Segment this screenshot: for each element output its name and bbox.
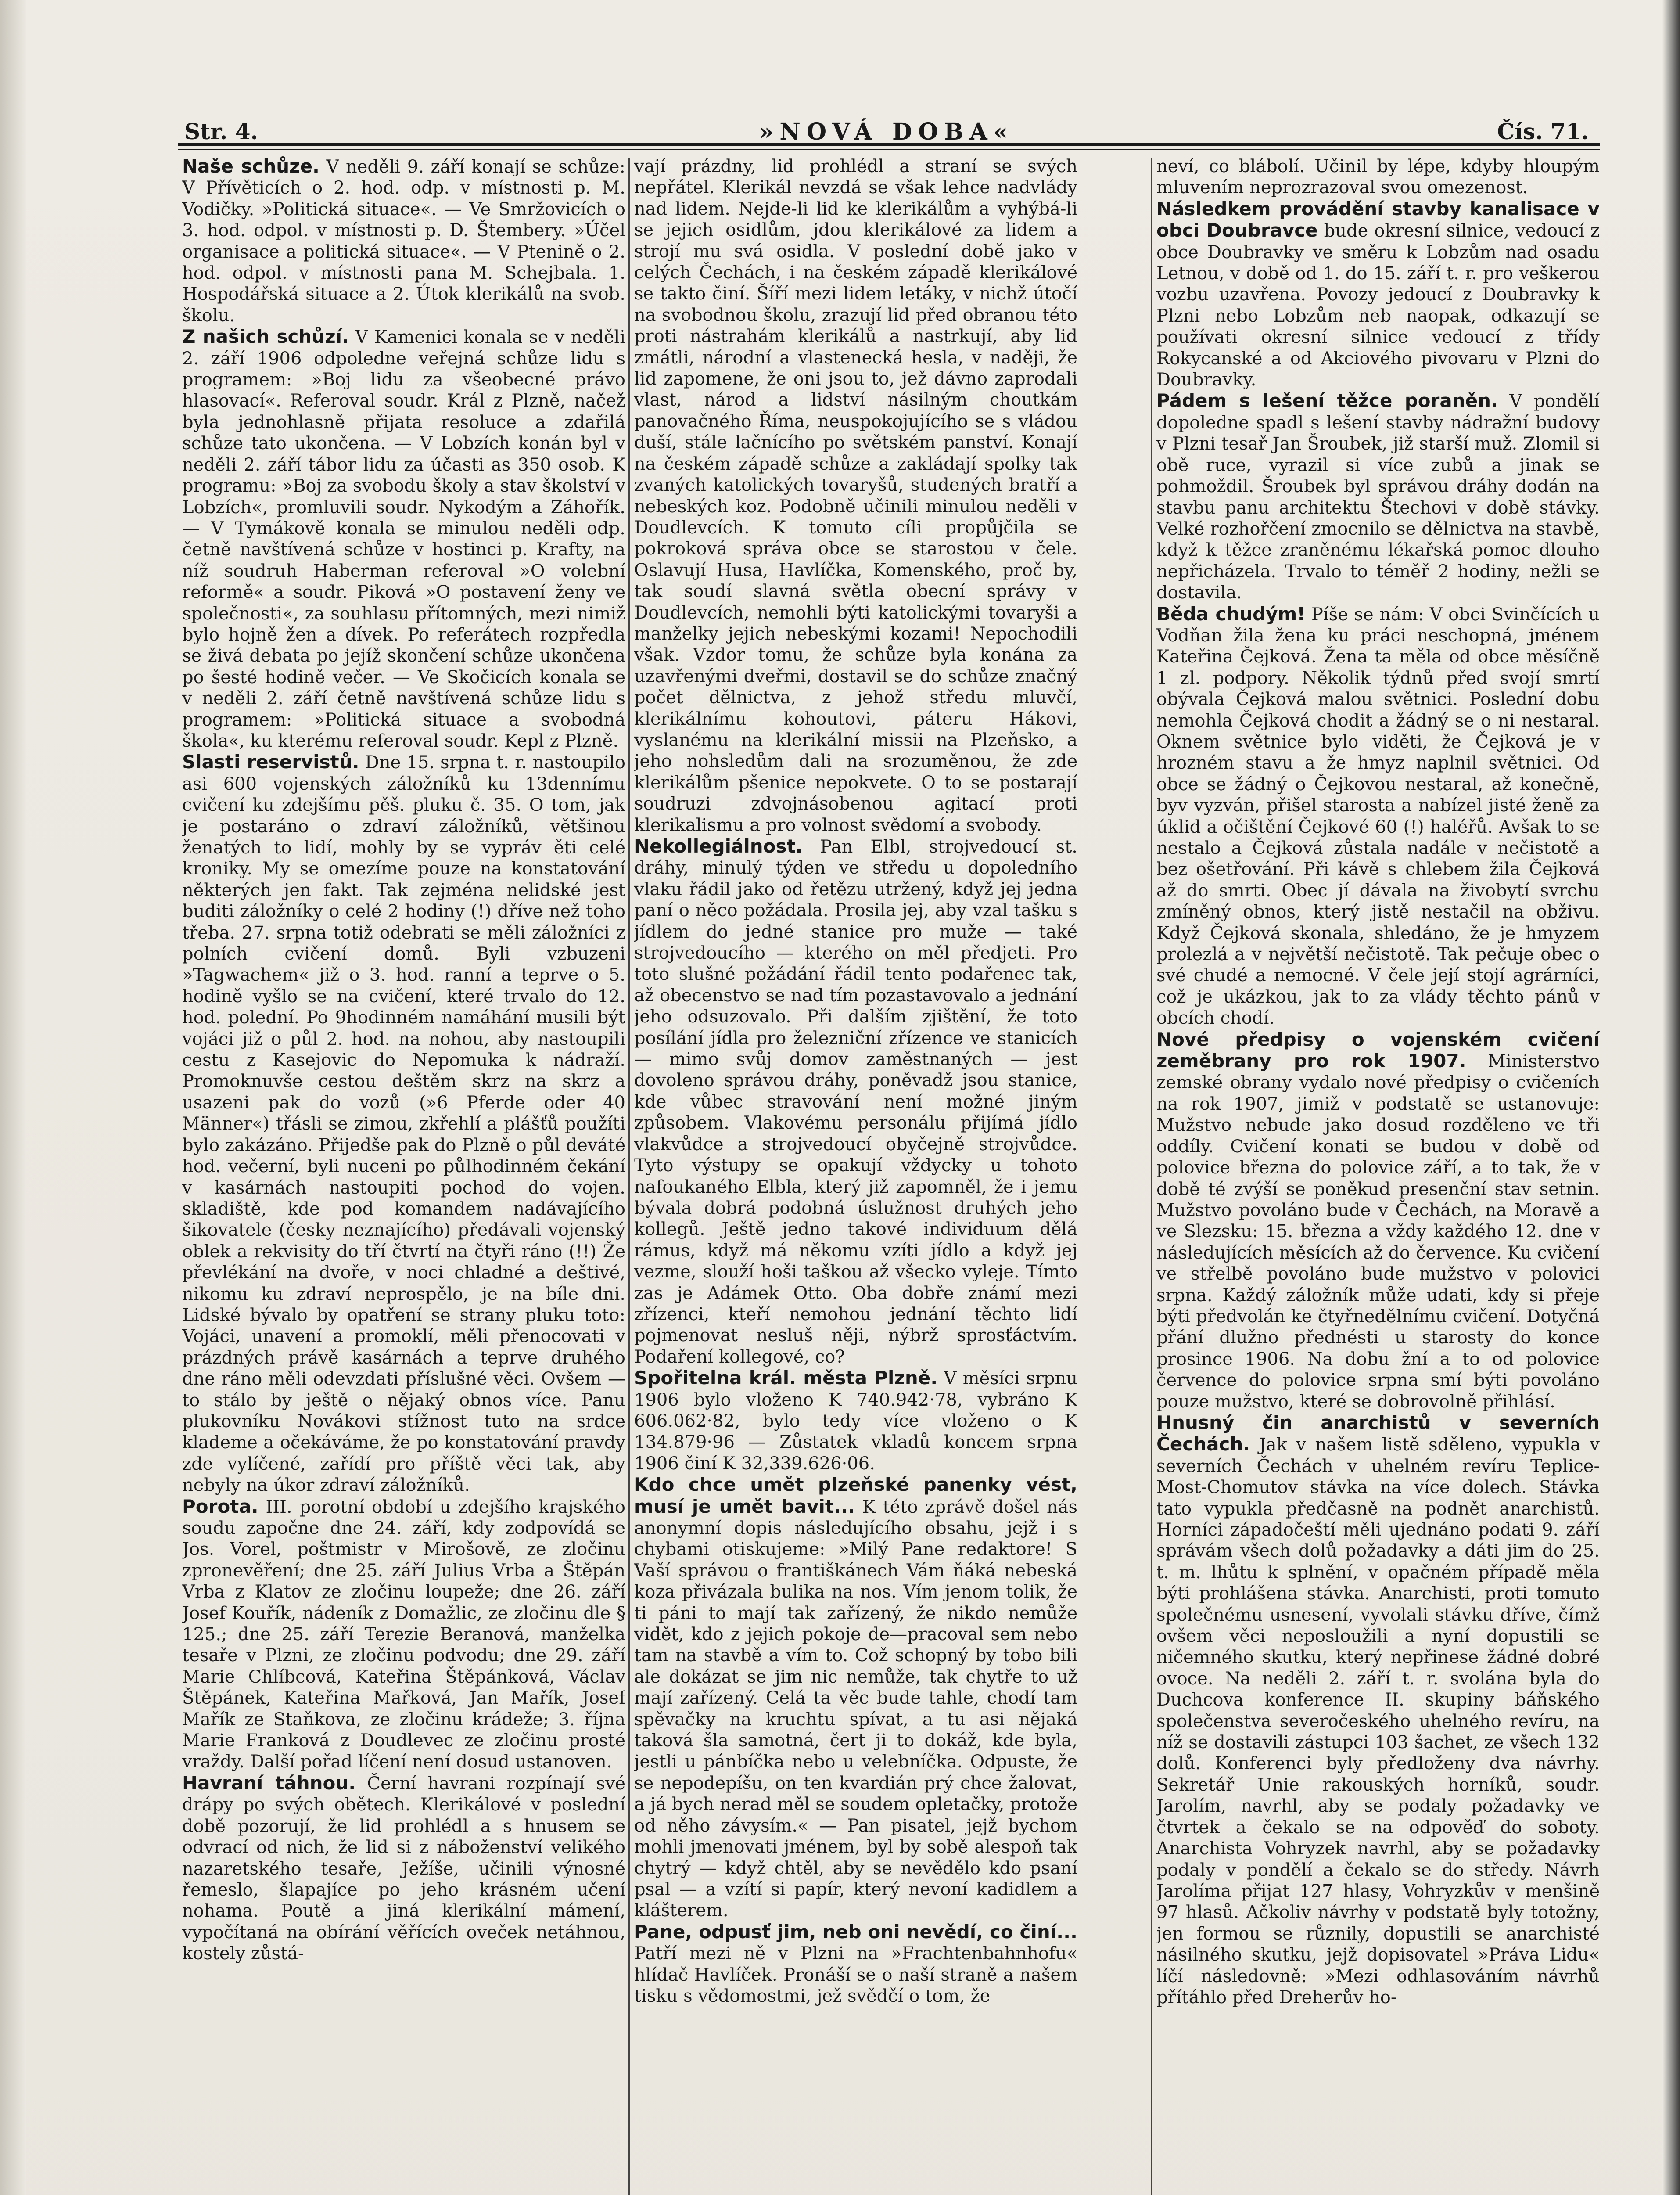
article-paragraph bbox=[1156, 1412, 1600, 2008]
masthead-title: »NOVÁ DOBA« bbox=[759, 119, 1014, 145]
article-body: neví, co blábolí. Učinil by lépe, kdyby hloupým mluvením neprozrazoval svou omezenost. bbox=[1156, 156, 1600, 198]
article-body: Pan Elbl, strojvedoucí st. dráhy, minulý týden ve středu u dopoledního vlaku řádil jako od řetězu utržený, když jej jedna paní o něco požádala. Prosila jej, aby vzal tašku s jídlem do jedné stanice pro muže — také strojvedoucího — kterého on měl předjeti. Pro toto slušné požádání řádil tento podařenec tak, až obecenstvo se nad tím pozastavovalo a jednání jeho odsuzovalo. Při dalším zjištění, že toto posílání jídla pro železniční zřízence ve stanicích — mimo svůj domov zaměstnaných — jest dovoleno správou dráhy, poněvadž jsou stanice, kde vůbec stravování není možné jiným způsobem. Vlakovému personálu přijímá jídlo vlakvůdce a strojvedoucí obyčejně strojvůdce. Tyto výstupy se opakují vždycky u tohoto nafoukaného Elbla, který již zapomněl, že i jemu bývala dobrá podobná úslužnost druhých jeho kollegů. Ještě jedno takové individuum dělá rámus, když má někomu vzíti jídlo a když jej vezme, slouží hoši taškou až všecko vyleje. Tímto zas je Adámek Otto. Oba dobře známí mezi zřízenci, kteří nemohou jednání těchto lidí pojmenovat nesluš něji, nýbrž sprosťáctvím. Podaření kollegové, co? bbox=[634, 837, 1077, 1367]
article-paragraph bbox=[1156, 198, 1600, 391]
article-body: V pondělí dopoledne spadl s lešení stavby nádražní budovy v Plzni tesař Jan Šroubek, již starší muž. Zlomil si obě ruce, vyrazil si více zubů a jinak se pohmoždil. Šroubek byl správou dráhy dodán na stavbu panu architektu Štechovi v době stávky. Velké rozhořčení zmocnilo se dělnictva na stavbě, když k těžce zraněnému lékařská pomoc dlouho nepřicházela. Trvalo to téměř 2 hodiny, nežli se dostavila. bbox=[1156, 391, 1600, 603]
article-heading: Pane, odpusť jim, neb oni nevědí, co činí... bbox=[634, 1921, 1077, 1943]
article-body: V neděli 9. září konají se schůze: V Přívěticích o 2. hod. odp. v místnosti p. M. Vodičky. »Politická situace«. — Ve Smržovicích o 3. hod. odpol. v místnosti p. D. Štembery. »Účel organisace a politická situace«. — V Ptenině o 2. hod. odpol. v místnosti pana M. Schejbala. 1. Hospodářská situace a 2. Útok klerikálů na svob. školu. bbox=[182, 157, 625, 326]
article-heading: Z našich schůzí. bbox=[182, 326, 349, 348]
article-heading: Spořitelna král. města Plzně. bbox=[634, 1367, 938, 1389]
article-paragraph bbox=[634, 836, 1077, 1367]
column-divider bbox=[1151, 158, 1152, 2195]
article-heading: Následkem provádění stavby kanalisace v obci Doubravce bbox=[1156, 198, 1600, 241]
article-heading: Pádem s lešení těžce poraněn. bbox=[1156, 390, 1498, 412]
article-body: bude okresní silnice, vedoucí z obce Doubravky ve směru k Lobzům nad osadu Letnou, v době od 1. do 15. září t. r. pro veškerou vozbu uzavřena. Povozy jedoucí z Doubravky k Plzni nebo Lobzům neb naopak, odkazují se používati okresní silnice vedoucí z třídy Rokycanské a od Akciového pivovaru v Plzni do Doubravky. bbox=[1156, 221, 1600, 390]
column-divider bbox=[628, 158, 630, 2195]
article-body: K této zprávě došel nás anonymní dopis následujícího obsahu, jejž i s chybami otiskujeme: »Milý Pane redaktore! S Vaší správou o františkánech Vám ňáká nebeská koza přivázala bulika na nos. Vím jenom tolik, že ti páni to mají tak zařízený, že nikdo nemůže vidět, kdo z jejich pokoje de—pracoval sem nebo tam na stavbě a vím to. Což schopný by tobo bili ale dokázat se jim nic nemůže, tak chytře to už mají zařízený. Celá ta věc bude tahle, chodí tam spěvačky na kruchtu spívat, a tu asi nějaká taková šla samotná, čert ji to dokáž, kde byla, jestli u pánbíčka nebo u velebníčka. Odpuste, že se nepodepíšu, on ten kvardián prý chce žalovat, a já bych nerad měl se soudem opletačky, protože od něho závysím.« — Pan pisatel, jejž bychom mohli jmenovati jménem, byl by sobě alespoň tak chytrý — když chtěl, aby se nevědělo kdo psaní psal — a vzítí si papír, který nevoní kadidlem a klášterem. bbox=[634, 1497, 1077, 1921]
page-number: Str. 4. bbox=[184, 119, 258, 144]
header-rule-thin bbox=[178, 149, 1600, 150]
article-heading: Slasti reservistů. bbox=[182, 751, 359, 773]
header-rule bbox=[178, 143, 1600, 146]
article-paragraph bbox=[1156, 604, 1600, 1029]
article-body: V Kamenici konala se v neděli 2. září 1906 odpoledne veřejná schůze lidu s programem: »Boj lidu za všeobecné právo hlasovací«. Referoval soudr. Král z Plzně, načež byla jednohlasně přijata resoluce a zdařilá schůze tato ukončena. — V Lobzích konán byl v neděli 2. září tábor lidu za účasti as 350 osob. K programu: »Boj za svobodu školy a stav školství v Lobzích«, promluvili soudr. Nykodým a Záhořík. — V Tymákově konala se minulou neděli odp. četně navštívená schůze v hostinci p. Krafty, na níž soudruh Haberman referoval »O volební reformě« a soudr. Piková »O postavení ženy ve společnosti«, za souhlasu přítomných, mezi nimiž bylo hojně žen a dívek. Po referátech rozpředla se živá debata po jejíž skončení schůze ukončena po šesté hodině večer. — Ve Skočicích konala se v neděli 2. září četně navštívená schůze lidu s programem: »Politická situace a svobodná škola«, ku kterému referoval soudr. Kepl z Plzně. bbox=[182, 327, 625, 751]
article-paragraph bbox=[182, 752, 625, 1496]
article-heading: Hnusný čin anarchistů v severních Čechách. bbox=[1156, 1411, 1600, 1455]
text-column-2 bbox=[634, 156, 1077, 2195]
article-paragraph bbox=[634, 1367, 1077, 1474]
article-paragraph bbox=[634, 156, 1077, 836]
page-edge-left bbox=[0, 0, 26, 2195]
article-heading: Naše schůze. bbox=[182, 156, 320, 177]
page-edge-right bbox=[1662, 0, 1680, 2195]
article-body: vají prázdny, lid prohlédl a straní se svých nepřátel. Klerikál nevzdá se však lehce nadvlády nad lidem. Nejde-li lid ke klerikálům a vyhýbá-li se jejich osidlům, jdou klerikálové za lidem a strojí mu svá osidla. V poslední době jako v celých Čechách, i na českém západě klerikálové se takto činí. Šíří mezi lidem letáky, v nichž útočí na svobodnou školu, zrazují lid před obranou této proti nástrahám klerikálů a nastrkují, aby lid zmátli, národní a vlastenecká hesla, v naději, že lid zapomene, že oni jsou to, jež dávno zaprodali vlast, národ a lidství násilným choutkám panovačného Říma, neuspokojujícího se s vládou duší, stále lačnícího po světském panství. Konají na českém západě schůze a zakládají spolky tak zvaných katolických tovaryšů, studených bratří a nebeských koz. Podobně učinili minulou neděli v Doudlevcích. K tomuto cíli propůjčila se pokroková správa obce se starostou v čele. Oslavují Husa, Havlíčka, Komenského, proč by, tak soudí slavná světla obecní správy v Doudlevcích, nemohli býti katolickými tovaryši a manželky jejich nebeskými kozami! Nepochodili však. Vzdor tomu, že schůze byla konána za uzavřenými dveřmi, dostavil se do schůze značný počet dělnictva, z jehož středu mluvčí, klerikálnímu kohoutovi, páteru Hákovi, vyslanému na klerikální missii na Plzeňsko, a jeho nohsledům dali na srozuměnou, že zde klerikálům pšenice nepokvete. O to se postarají soudruzi zdvojnásobenou agitací proti klerikalismu a pro volnost svědomí a svobody. bbox=[634, 156, 1077, 835]
article-paragraph bbox=[634, 1922, 1077, 2007]
article-body: Dne 15. srpna t. r. nastoupilo asi 600 vojenských záložníků ku 13dennímu cvičení ku zdejšímu pěš. pluku č. 35. O tom, jak je postaráno o zdraví záložníků, většinou ženatých to lidí, mohly by se vypráv ěti celé kroniky. My se omezíme pouze na konstatování některých jen fakt. Tak zejména nelidské jest buditi záložníky o celé 2 hodiny (!) dříve než toho třeba. 27. srpna totiž odebrati se měli záložníci z polních cvičení domů. Byli vzbuzeni »Tagwachem« již o 3. hod. ranní a teprve o 5. hodině vyšlo se na cvičení, které trvalo do 12. hod. polední. Po 9hodinném namáhání musili být vojáci již o půl 2. hod. na nohou, aby nastoupili cestu z Kasejovic do Nepomuka k nádraží. Promoknuvše cestou deštěm skrz na skrz a usazeni pak do vozů (»6 Pferde oder 40 Männer«) třásli se zimou, zkřehlí a plášťů použíti bylo zakázáno. Přijedše pak do Plzně o půl deváté hod. večerní, byli nuceni po půlhodinném čekání v kasárnách nastoupiti pochod do vojen. skladiště, kde pod komandem nadávajícího šikovatele (česky neznajícího) předávali vojenský oblek a rekvisity do tří čtvrtí na čtyři ráno (!!) Že převlékání na dvoře, v noci chladné a deštivé, nikomu ku zdraví neprospělo, je na bíle dni. Lidské bývalo by opatření se strany pluku toto: Vojáci, unavení a promoklí, měli přenocovati v prázdných právě kasárnách a teprve druhého dne ráno měli odevzdati příslušné věci. Ovšem — to stálo by ještě o nějaký obnos více. Panu plukovníku Novákovi stížnost tuto na srdce klademe a očekáváme, že po konstatování pravdy zde vylíčené, zařídí pro příště věci tak, aby nebyly na úkor zdraví záložníků. bbox=[182, 752, 625, 1496]
article-heading: Běda chudým! bbox=[1156, 603, 1306, 625]
article-heading: Porota. bbox=[182, 1495, 258, 1517]
article-heading: Havraní táhnou. bbox=[182, 1772, 356, 1794]
article-paragraph bbox=[182, 1496, 625, 1773]
article-paragraph bbox=[1156, 1029, 1600, 1412]
article-body: Černí havrani rozpínají své drápy po svých obětech. Klerikálové v poslední době pozorují, že lid prohlédl a s hnusem se odvrací od nich, že lid si z náboženství velikého nazaretského tesaře, Ježíše, učinili výnosné řemeslo, šlapajíce po jeho krásném učení nohama. Poutě a jiná klerikální mámení, vypočítaná na obírání věřících oveček netáhnou, kostely zůstá- bbox=[182, 1773, 625, 1964]
article-body: Píše se nám: V obci Svinčících u Vodňan žila žena ku práci neschopná, jménem Kateřina Čejková. Žena ta měla od obce měsíčně 1 zl. podpory. Několik týdnů před svojí smrtí obývala Čejková malou světnici. Poslední dobu nemohla Čejková chodit a žádný se o ni nestaral. Oknem světnice bylo viděti, že Čejková je v hrozném stavu a že hmyz naplnil světnici. Od obce se žádný o Čejkovou nestaral, až konečně, byv vyzván, přišel starosta a nabízel jisté ženě za úklid a očištění Čejkové 60 (!) haléřů. Avšak to se nestalo a Čejková zůstala nadále v nečistotě a bez ošetřování. Při kávě s chlebem žila Čejková až do smrti. Obec jí dávala na živobytí svrchu zmíněný obnos, který jistě nestačil na obživu. Když Čejková skonala, shledáno, že je hmyzem prolezlá a v největší nečistotě. Tak pečuje obec o své chudé a nemocné. V čele její stojí agrárníci, což je ukázkou, jak to za vlády těchto pánů v obcích chodí. bbox=[1156, 604, 1600, 1029]
article-paragraph bbox=[1156, 156, 1600, 198]
article-paragraph bbox=[634, 1474, 1077, 1922]
article-body: III. porotní období u zdejšího krajského soudu započne dne 24. září, kdy zodpovídá se Jos. Vorel, poštmistr v Mirošově, ze zločinu zpronevěření; dne 25. září Julius Vrba a Štěpán Vrba z Klatov ze zločinu loupeže; dne 26. září Josef Kouřík, nádeník z Domažlic, ze zločinu dle § 125.; dne 25. září Terezie Beranová, manželka tesaře v Plzni, ze zločinu podvodu; dne 29. září Marie Chlíbcová, Kateřina Štěpánková, Václav Štěpánek, Kateřina Mařková, Jan Mařík, Josef Mařík ze Staňkova, ze zločinu krádeže; 3. října Marie Franková z Doudlevec ze zločinu prosté vraždy. Další pořad líčení není dosud ustanoven. bbox=[182, 1497, 625, 1772]
issue-number: Čís. 71. bbox=[1497, 119, 1589, 144]
article-body: Patří mezi ně v Plzni na »Frachtenbahnhofu« hlídač Havlíček. Pronáší se o naší straně a našem tisku s vědomostmi, jež svědčí o tom, že bbox=[634, 1943, 1077, 2006]
article-paragraph bbox=[1156, 390, 1600, 603]
article-heading: Kdo chce umět plzeňské panenky vést, musí je umět bavit... bbox=[634, 1474, 1077, 1517]
text-column-3 bbox=[1156, 156, 1600, 2195]
text-column-1 bbox=[182, 156, 625, 2195]
article-paragraph bbox=[182, 326, 625, 752]
article-paragraph bbox=[182, 1773, 625, 1965]
article-paragraph bbox=[182, 156, 625, 326]
article-body: Jak v našem listě sděleno, vypukla v severních Čechách v uhelném revíru Teplice-Most-Chomutov stávka na více dolech. Stávka tato vypukla předčasně na podnět anarchistů. Horníci západočeští měli ujednáno podati 9. září správám všech dolů požadavky a dáti jim do 25. t. m. lhůtu k splnění, v opačném případě měla býti prohlášena stávka. Anarchisti, proti tomuto společnému usnesení, vyvolali stávku dříve, čímž ovšem věci neposloužili a nyní dopustili se ničemného skutku, který nepřinese žádné dobré ovoce. Na neděli 2. září t. r. svolána byla do Duchcova konference II. skupiny báňského společenstva severočeského uhelného revíru, na níž se dostavili zástupci 103 šachet, ze všech 132 dolů. Konferenci byly předloženy dva návrhy. Sekretář Unie rakouských horníků, soudr. Jarolím, navrhl, aby se podaly požadavky ve čtvrtek a čekalo se na odpověď do soboty. Anarchista Vohryzek navrhl, aby se požadavky podaly v pondělí a čekalo se do středy. Návrh Jarolíma přijat 127 hlasy, Vohryzkův v menšině 97 hlasů. Ačkoliv návrhy v podstatě byly totožny, jen formou se různily, dopustili se anarchisté násilného skutku, jejž dopisovatel »Práva Lidu« líčí následovně: »Mezi odhlasováním návrhů přítáhlo před Dreherův ho- bbox=[1156, 1435, 1600, 2008]
article-heading: Nové předpisy o vojenském cvičení zeměbrany pro rok 1907. bbox=[1156, 1028, 1600, 1072]
article-body: Ministerstvo zemské obrany vydalo nové předpisy o cvičeních na rok 1907, jimiž v podstatě se ustanovuje: Mužstvo nebude jako dosud rozděleno ve tři oddíly. Cvičení konati se budou v době od polovice března do polovice září, a to tak, že v době té zvýší se poněkud presenční stav setnin. Mužstvo povoláno bude v Čechách, na Moravě a ve Slezsku: 15. března a vždy každého 12. dne v následujících měsících až do července. Ku cvičení ve střelbě povoláno bude mužstvo v polovici srpna. Každý záložník může udati, kdy si přeje býti předvolán ke čtyřnedělnímu cvičení. Dotyčná přání dlužno přednésti u starosty do konce prosince 1906. Na dobu žní a to od polovice července do polovice srpna smí býti povoláno pouze mužstvo, které se dobrovolně přihlásí. bbox=[1156, 1051, 1600, 1412]
article-heading: Nekollegiálnost. bbox=[634, 835, 803, 857]
article-body: V měsíci srpnu 1906 bylo vloženo K 740.942·78, vybráno K 606.062·82, bylo tedy více vloženo o K 134.879·96 — Zůstatek vkladů koncem srpna 1906 činí K 32,339.626·06. bbox=[634, 1368, 1077, 1474]
